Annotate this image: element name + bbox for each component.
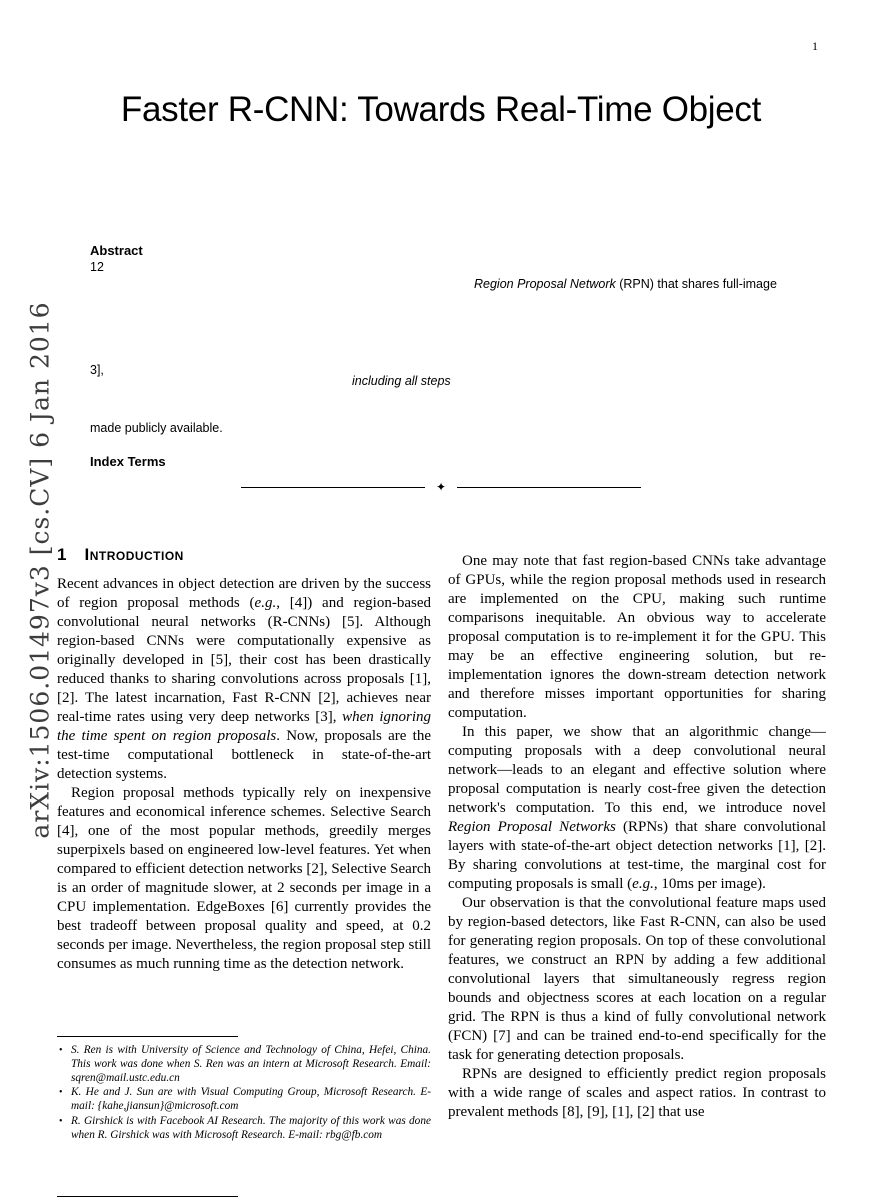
intro-paragraph-3: One may note that fast region-based CNNs take advantage of GPUs, while the region proposal methods used in research are implemented on the CPU, making such runtime comparisons inequitable. An obvious way to accelerate proposal computation is to re-implement it for the GPU. This may be an effective engineering solution, but re-implementation ignores the down-stream detection network and therefore misses important opportunities for sharing computation.	[448, 553, 826, 721]
arxiv-watermark: arXiv:1506.01497v3 [cs.CV] 6 Jan 2016	[25, 301, 55, 839]
footnote-text-he-sun: K. He and J. Sun are with Visual Computing Group, Microsoft Research. E-mail: {kahe,jiansun}@microsoft.com	[71, 1086, 431, 1113]
divider-rule-left	[241, 487, 425, 488]
left-column	[57, 545, 431, 1036]
divider-rule-right	[457, 487, 641, 488]
bottom-rule	[57, 1196, 238, 1197]
page-number: 1	[812, 39, 818, 53]
section-number: 1	[57, 545, 67, 564]
right-column	[448, 545, 826, 1204]
intro-paragraph-1: Recent advances in object detection are driven by the success of region proposal methods (e.g., [4]) and region-based convolutional neural networks (R-CNNs) [5]. Although region-based CNNs were computationally expensive as originally developed in [5], their cost has been drastically reduced thanks to sharing convolutions across proposals [1], [2]. The latest incarnation, Fast R-CNN [2], achieves near real-time rates using very deep networks [3], when ignoring the time spent on region proposals. Now, proposals are the test-time computational bottleneck in state-of-the-art detection systems.	[57, 576, 431, 782]
author-footnotes	[57, 1036, 431, 1144]
footnote-bullet: •	[59, 1087, 63, 1099]
intro-paragraph-4: In this paper, we show that an algorithmic change—computing proposals with a deep convolutional neural network—leads to an elegant and effective solution where proposal computation is nearly cost-free given the detection network's computation. To this end, we introduce novel Region Proposal Networks (RPNs) that share convolutional layers with state-of-the-art object detection networks [1], [2]. By sharing convolutions at test-time, the marginal cost for computing proposals is small (e.g., 10ms per image).	[448, 724, 826, 892]
abstract-heading: Abstract	[90, 243, 143, 258]
section-title: Introduction	[84, 545, 184, 564]
footnote-text-ren: S. Ren is with University of Science and Technology of China, Hefei, China. This work was done when S. Ren was an intern at Microsoft Research. Email: sqren@mail.ustc.edu.cn	[71, 1044, 431, 1084]
index-terms-heading: Index Terms	[90, 454, 166, 469]
abstract-fragment-rpn: Region Proposal Network (RPN) that shares full-image	[474, 277, 777, 291]
abstract-divider	[0, 481, 882, 493]
footnote-bullet: •	[59, 1115, 63, 1127]
intro-paragraph-2: Region proposal methods typically rely on inexpensive features and economical inference schemes. Selective Search [4], one of the most popular methods, greedily merges superpixels based on engineered low-level features. Yet when compared to efficient detection networks [2], Selective Search is an order of magnitude slower, at 2 seconds per image in a CPU implementation. EdgeBoxes [6] currently provides the best tradeoff between proposal quality and speed, at 0.2 seconds per image. Nevertheless, the region proposal step still consumes as much running time as the detection network.	[57, 785, 431, 972]
footnote-item	[57, 1115, 431, 1143]
diamond-icon: ✦	[435, 480, 447, 494]
abstract-fragment-number: 12	[90, 260, 104, 274]
footnote-item	[57, 1086, 431, 1114]
footnote-bullet: •	[59, 1045, 63, 1056]
footnote-rule	[57, 1036, 238, 1037]
abstract-fragment-available: made publicly available.	[90, 421, 223, 435]
section-heading-introduction	[57, 545, 431, 564]
abstract-fragment-including: including all steps	[352, 374, 451, 388]
intro-paragraph-5: Our observation is that the convolutional feature maps used by region-based detectors, like Fast R-CNN, can also be used for generating region proposals. On top of these convolutional features, we construct an RPN by adding a few additional convolutional layers that simultaneously regress region bounds and objectness scores at each location on a regular grid. The RPN is thus a kind of fully convolutional network (FCN) [7] and can be trained end-to-end specifically for the task for generating detection proposals.	[448, 895, 826, 1063]
paper-title: Faster R-CNN: Towards Real-Time Object	[120, 90, 762, 129]
footnote-text-girshick: R. Girshick is with Facebook AI Research. The majority of this work was done when R. Girshick was with Microsoft Research. E-mail: rbg@fb.com	[71, 1114, 431, 1141]
abstract-fragment-bracket: 3],	[90, 363, 104, 377]
footnote-item	[57, 1044, 431, 1085]
intro-paragraph-6: RPNs are designed to efficiently predict region proposals with a wide range of scales and aspect ratios. In contrast to prevalent methods [8], [9], [1], [2] that use	[448, 1066, 826, 1120]
